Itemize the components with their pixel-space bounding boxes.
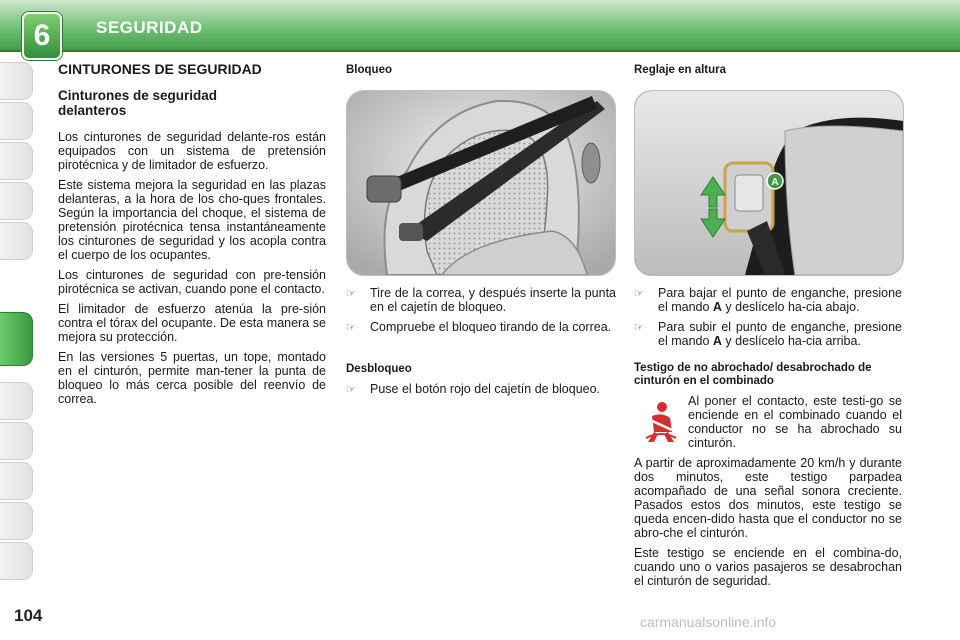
chapter-tab[interactable] (0, 182, 33, 220)
paragraph: Este testigo se enciende en el combina-do, cuando uno o varios pasajeros se desabrochan el cinturón de seguridad. (634, 546, 902, 588)
pointing-hand-icon: ☞ (634, 322, 644, 334)
height-title: Reglaje en altura (634, 64, 727, 76)
chapter-tab[interactable] (0, 422, 33, 460)
list-item: ☞ Para subir el punto de enganche, presione el mando A y deslícelo ha-cia arriba. (634, 320, 902, 348)
paragraph: Los cinturones de seguridad con pre-tensión pirotécnica se activan, cuando pone el contacto. (58, 268, 326, 296)
section-title: CINTURONES DE SEGURIDAD (58, 61, 262, 77)
pointing-hand-icon: ☞ (634, 288, 644, 300)
list-item: ☞ Tire de la correa, y después inserte la punta en el cajetín de bloqueo. (346, 286, 616, 314)
list-item: ☞ Para bajar el punto de enganche, presione el mando A y deslícelo ha-cia abajo. (634, 286, 902, 314)
subsection-title: Cinturones de seguridad delanteros (58, 88, 218, 118)
column-intro (58, 62, 326, 412)
warning-block (634, 394, 902, 450)
chapter-tab[interactable] (0, 542, 33, 580)
chapter-tab[interactable] (0, 462, 33, 500)
seat-illustration (347, 91, 615, 275)
column-height (634, 286, 902, 594)
pointing-hand-icon: ☞ (346, 288, 356, 300)
pointing-hand-icon: ☞ (346, 322, 356, 334)
watermark: carmanualsonline.info (640, 614, 777, 630)
chapter-number: 6 (22, 12, 62, 60)
chapter-tab[interactable] (0, 502, 33, 540)
paragraph: Los cinturones de seguridad delante-ros están equipados con un sistema de pretensión pirotécnica y de limitador de esfuerzo. (58, 130, 326, 172)
seatbelt-figure (346, 90, 616, 276)
header-divider (0, 50, 960, 52)
unlock-title: Desbloqueo (346, 363, 412, 375)
chapter-tabs (0, 62, 34, 578)
chapter-tab[interactable] (0, 62, 33, 100)
list-item: ☞ Puse el botón rojo del cajetín de bloqueo. (346, 382, 601, 396)
column-lock (346, 286, 616, 403)
paragraph: En las versiones 5 puertas, un tope, montado en el cinturón, permite man-tener la punta de bloqueo lo más cerca posible del reenvío de correa. (58, 350, 326, 406)
chapter-tab[interactable] (0, 102, 33, 140)
chapter-tab[interactable] (0, 222, 33, 260)
lock-title: Bloqueo (346, 64, 392, 76)
chapter-tab-active[interactable] (0, 312, 33, 366)
chapter-tab[interactable] (0, 142, 33, 180)
warning-title: Testigo de no abrochado/ desabrochado de cinturón en el combinado (634, 362, 872, 387)
chapter-tab[interactable] (0, 382, 33, 420)
list-item: ☞ Compruebe el bloqueo tirando de la correa. (346, 320, 612, 334)
pillar-illustration (635, 91, 903, 275)
paragraph: A partir de aproximadamente 20 km/h y durante dos minutos, este testigo parpadea acompañado de una señal sonora creciente. Pasados estos dos minutos, este testigo se queda encen-dido hasta que el conductor no se abro-che el cinturón. (634, 456, 902, 540)
pointing-hand-icon: ☞ (346, 384, 356, 396)
height-adjust-figure (634, 90, 904, 276)
paragraph: Este sistema mejora la seguridad en las plazas delanteras, a la hora de los cho-ques frontales. Según la importancia del choque, el sistema de pretensión pirotécnica tensa instantáneamente los cinturones de seguridad y los acopla contra el cuerpo de los ocupantes. (58, 178, 326, 262)
seatbelt-warning-icon (634, 394, 688, 450)
warning-text: Al poner el contacto, este testi-go se enciende en el combinado cuando el conductor no se ha abrochado su cinturón. (688, 394, 902, 450)
paragraph: El limitador de esfuerzo atenúa la pre-sión contra el tórax del ocupante. De esta manera se mejora su protección. (58, 302, 326, 344)
chapter-title: SEGURIDAD (96, 18, 203, 37)
page-number: 104 (14, 606, 43, 625)
callout-label: A (771, 177, 779, 188)
